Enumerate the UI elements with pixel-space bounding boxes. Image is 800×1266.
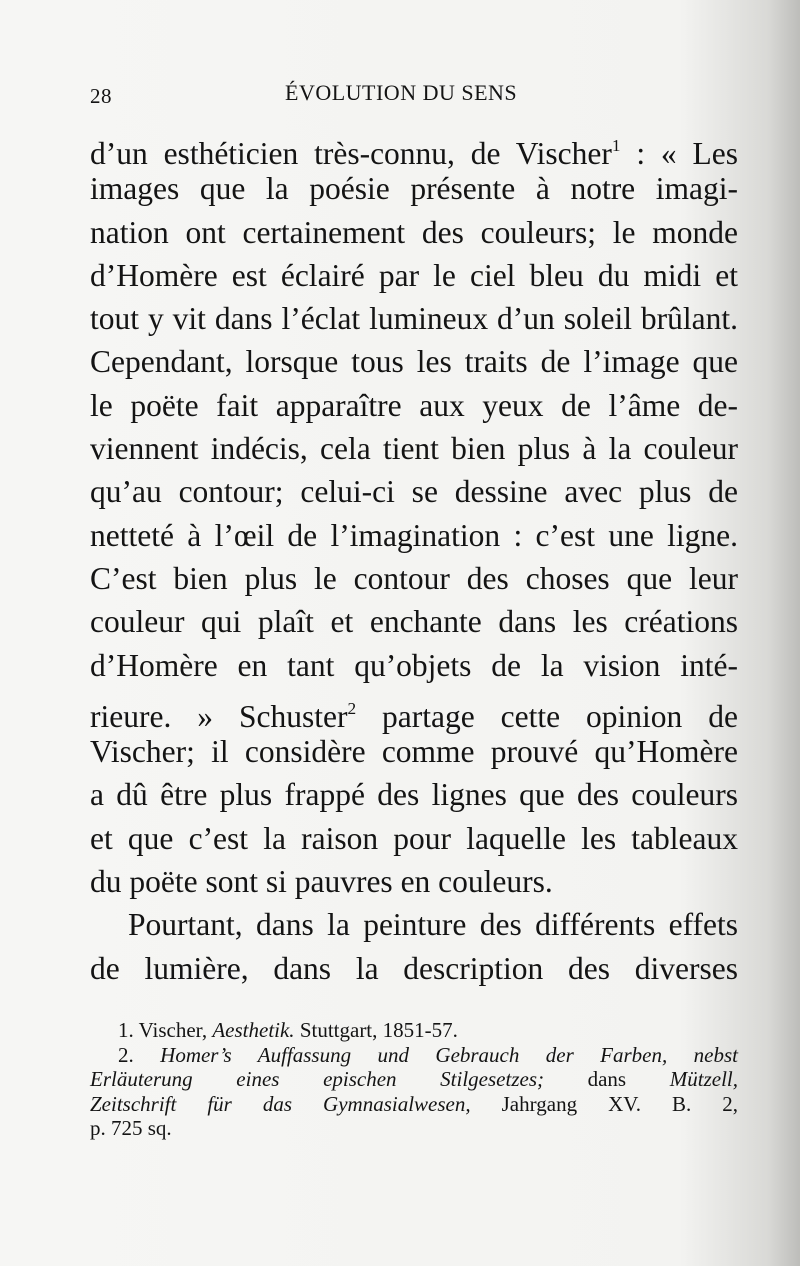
text-line: nation ont certainement des couleurs; le monde xyxy=(90,214,738,250)
text-line: le poëte fait apparaître aux yeux de l’âme de- xyxy=(90,387,738,423)
text-line: Vischer; il considère comme prouvé qu’Homère xyxy=(90,734,738,770)
text-line: Cependant, lorsque tous les traits de l’image que xyxy=(90,344,738,380)
text-line: Pourtant, dans la peinture des différents effets xyxy=(128,907,738,943)
footnote-ref: 1 xyxy=(611,136,621,155)
text-line: couleur qui plaît et enchante dans les créations xyxy=(90,604,738,640)
footnote-2: 2. Homer’s Auffassung und Gebrauch der Farben, nebst xyxy=(118,1042,738,1067)
footnote-ref: 2 xyxy=(347,698,357,718)
text-line: C’est bien plus le contour des choses que leur xyxy=(90,560,738,596)
footnotes xyxy=(90,1018,738,1141)
page-header xyxy=(90,80,740,114)
running-title: ÉVOLUTION DU SENS xyxy=(285,80,518,105)
text-line: du poëte sont si pauvres en couleurs. xyxy=(90,864,553,900)
text-line: tout y vit dans l’éclat lumineux d’un soleil brûlant. xyxy=(90,301,738,337)
text-line: netteté à l’œil de l’imagination : c’est une ligne. xyxy=(90,517,738,553)
text-line: rieure. » Schuster$^2$ partage cette opinion de xyxy=(90,698,738,734)
footnote-2-line: Erläuterung eines epischen Stilgesetzes; dans Mützell, xyxy=(90,1067,738,1091)
text-line: d’un esthéticien très-connu, de Vischer$^1$ : « Les xyxy=(90,135,738,171)
footnote-2-line: Zeitschrift für das Gymnasialwesen, Jahrgang XV. B. 2, xyxy=(90,1091,738,1116)
text-line: images que la poésie présente à notre imagi- xyxy=(90,171,738,207)
text-line: viennent indécis, cela tient bien plus à la couleur xyxy=(90,431,738,467)
text-line: et que c’est la raison pour laquelle les tableaux xyxy=(90,820,738,856)
footnote-2-line: p. 725 sq. xyxy=(90,1116,172,1140)
text-line: de lumière, dans la description des diverses xyxy=(90,950,738,986)
footnote-1: 1. Vischer, Aesthetik. Stuttgart, 1851-57. xyxy=(118,1018,458,1042)
text-line: d’Homère en tant qu’objets de la vision inté- xyxy=(90,647,738,683)
text-line: a dû être plus frappé des lignes que des couleurs xyxy=(90,777,738,813)
text-line: qu’au contour; celui-ci se dessine avec plus de xyxy=(90,474,738,510)
text-line: d’Homère est éclairé par le ciel bleu du midi et xyxy=(90,257,738,293)
page-number: 28 xyxy=(90,84,112,108)
body-text xyxy=(90,124,738,990)
